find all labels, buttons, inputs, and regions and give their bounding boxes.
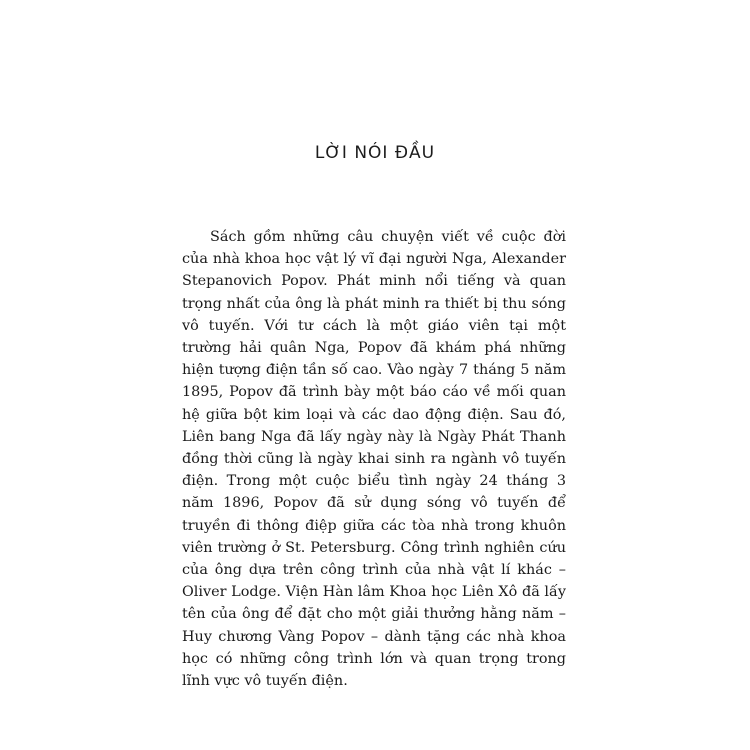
preface-paragraph: Sách gồm những câu chuyện viết về cuộc đời của nhà khoa học vật lý vĩ đại người Nga, Alexander Stepanovich Popov. Phát minh nổi tiếng và quan trọng nhất của ông là phát minh ra thiết bị thu sóng vô tuyến. Với tư cách là một giáo viên tại một trường hải quân Nga, Popov đã khám phá những hiện tượng điện tần số cao. Vào ngày 7 tháng 5 năm 1895, Popov đã trình bày một báo cáo về mối quan hệ giữa bột kim loại và các dao động điện. Sau đó, Liên bang Nga đã lấy ngày này là Ngày Phát Thanh đồng thời cũng là ngày khai sinh ra ngành vô tuyến điện. Trong một cuộc biểu tình ngày 24 tháng 3 năm 1896, Popov đã sử dụng sóng vô tuyến để truyền đi thông điệp giữa các tòa nhà trong khuôn viên trường ở St. Petersburg. Công trình nghiên cứu của ông dựa trên công trình của nhà vật lí khác – Oliver Lodge. Viện Hàn lâm Khoa học Liên Xô đã lấy tên của ông để đặt cho một giải thưởng hằng năm – Huy chương Vàng Popov – dành tặng các nhà khoa học có những công trình lớn và quan trọng trong lĩnh vực vô tuyến điện. bbox=[182, 229, 566, 690]
page-title: LỜI NÓI ĐẦU bbox=[314, 143, 436, 163]
